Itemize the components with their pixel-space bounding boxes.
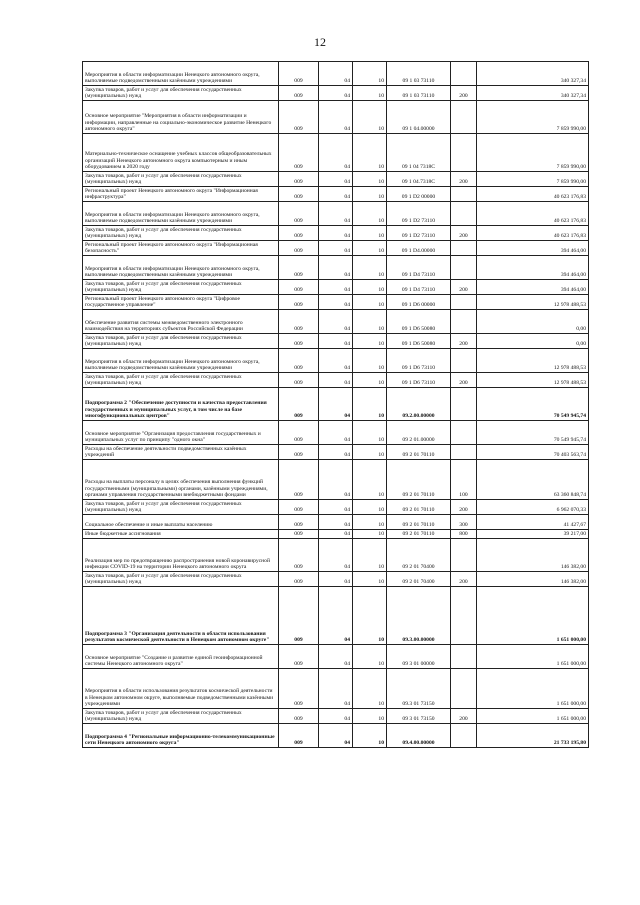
cell-admin-code: 009: [279, 226, 319, 241]
cell-amount: 70 549 945,74: [477, 388, 589, 421]
cell-description: Региональный проект Ненецкого автономного округа "Информационная безопасность": [83, 241, 279, 256]
cell-subsection: 10: [353, 202, 387, 226]
cell-expense-type: 200: [451, 500, 477, 515]
cell-amount: 1 651 000,00: [477, 669, 589, 709]
cell-subsection: 10: [353, 62, 387, 86]
cell-amount: 0,00: [477, 334, 589, 349]
cell-amount: 41 427,67: [477, 515, 589, 530]
cell-target-article: 09 3 01 00000: [387, 645, 451, 669]
table-row: [83, 256, 589, 280]
cell-target-article: 09 1 D6 73110: [387, 349, 451, 373]
cell-amount: 340 327,34: [477, 86, 589, 101]
cell-description: Закупка товаров, работ и услуг для обеспечения государственных (муниципальных) нужд: [83, 709, 279, 724]
cell-subsection: 10: [353, 334, 387, 349]
cell-subsection: 10: [353, 530, 387, 539]
cell-description: Основное мероприятие "Организация предоставления государственных и муниципальных услуг по принципу "одного окна": [83, 421, 279, 445]
cell-expense-type: [451, 256, 477, 280]
cell-subsection: 10: [353, 572, 387, 587]
cell-subsection: 10: [353, 256, 387, 280]
cell-amount: 7 859 990,00: [477, 101, 589, 134]
cell-target-article: 09 1 D2 73110: [387, 226, 451, 241]
cell-amount: 12 978 488,53: [477, 373, 589, 388]
cell-target-article: 09.4.00.00000: [387, 724, 451, 748]
cell-description: Региональный проект Ненецкого автономного округа "Информационная инфраструктура": [83, 187, 279, 202]
cell-description: Мероприятия в области информатизации Ненецкого автономного округа, выполняемые подведомственными казёнными учреждениями: [83, 62, 279, 86]
cell-description: Реализация мер по предотвращению распространения новой коронавирусной инфекции COVID-19 на территории Ненецкого автономного округа: [83, 539, 279, 572]
cell-section: 04: [319, 709, 353, 724]
cell-description: Расходы на выплаты персоналу в целях обеспечения выполнения функций государственными (муниципальными) органами, казёнными учреждениями, органами управления государственными внебюджетными фондами: [83, 460, 279, 500]
cell-target-article: 09 2 01.00000: [387, 421, 451, 445]
cell-admin-code: 009: [279, 349, 319, 373]
cell-section: 04: [319, 373, 353, 388]
cell-section: 04: [319, 530, 353, 539]
cell-section: 04: [319, 572, 353, 587]
cell-admin-code: 009: [279, 295, 319, 310]
cell-description: Закупка товаров, работ и услуг для обеспечения государственных (муниципальных) нужд: [83, 226, 279, 241]
cell-admin-code: 009: [279, 445, 319, 460]
table-row: [83, 172, 589, 187]
cell-section: 04: [319, 62, 353, 86]
cell-expense-type: [451, 134, 477, 172]
cell-amount: 394 464,00: [477, 241, 589, 256]
cell-subsection: 10: [353, 172, 387, 187]
cell-admin-code: 009: [279, 421, 319, 445]
table-row: [83, 241, 589, 256]
cell-amount: 394 464,00: [477, 256, 589, 280]
cell-description: Мероприятия в области информатизации Ненецкого автономного округа, выполняемые подведомственными казёнными учреждениями: [83, 256, 279, 280]
cell-subsection: 10: [353, 241, 387, 256]
cell-amount: 7 859 990,00: [477, 172, 589, 187]
cell-admin-code: 009: [279, 388, 319, 421]
cell-amount: 21 733 195,80: [477, 724, 589, 748]
cell-section: 04: [319, 539, 353, 572]
cell-admin-code: 009: [279, 202, 319, 226]
cell-admin-code: 009: [279, 515, 319, 530]
cell-admin-code: 009: [279, 172, 319, 187]
cell-expense-type: 200: [451, 572, 477, 587]
cell-target-article: 09.3 01 73150: [387, 669, 451, 709]
cell-description: Расходы на обеспечение деятельности подведомственных казённых учреждений: [83, 445, 279, 460]
cell-admin-code: 009: [279, 500, 319, 515]
cell-section: 04: [319, 500, 353, 515]
table-row: [83, 709, 589, 724]
table-row: [83, 572, 589, 587]
cell-expense-type: 200: [451, 334, 477, 349]
table-row: [83, 645, 589, 669]
cell-description: Закупка товаров, работ и услуг для обеспечения государственных (муниципальных) нужд: [83, 86, 279, 101]
cell-subsection: 10: [353, 445, 387, 460]
cell-amount: 70 549 945,74: [477, 421, 589, 445]
cell-expense-type: [451, 202, 477, 226]
cell-target-article: 09 1 D6 50080: [387, 310, 451, 334]
table-row: [83, 373, 589, 388]
cell-target-article: 09 2 01 70110: [387, 530, 451, 539]
cell-target-article: 09 3 01 73150: [387, 709, 451, 724]
cell-expense-type: [451, 724, 477, 748]
cell-subsection: 10: [353, 187, 387, 202]
cell-admin-code: 009: [279, 134, 319, 172]
table-row: [83, 101, 589, 134]
cell-admin-code: 009: [279, 539, 319, 572]
cell-section: 04: [319, 256, 353, 280]
cell-description: Мероприятия в области использования результатов космической деятельности в Ненецком автономном округе, выполняемые подведомственными казёнными учреждениями: [83, 669, 279, 709]
cell-description: Закупка товаров, работ и услуг для обеспечения государственных (муниципальных) нужд: [83, 572, 279, 587]
cell-target-article: 09 1 D4.00000: [387, 241, 451, 256]
table-row: [83, 421, 589, 445]
cell-admin-code: 009: [279, 310, 319, 334]
table-row: [83, 187, 589, 202]
cell-admin-code: 009: [279, 572, 319, 587]
cell-subsection: 10: [353, 295, 387, 310]
cell-target-article: 09 1 04 7318С: [387, 134, 451, 172]
cell-subsection: 10: [353, 709, 387, 724]
table-body: [83, 62, 589, 748]
table-row: [83, 724, 589, 748]
cell-section: 04: [319, 86, 353, 101]
cell-description: Иные бюджетные ассигнования: [83, 530, 279, 539]
cell-section: 04: [319, 460, 353, 500]
cell-expense-type: [451, 295, 477, 310]
cell-admin-code: 009: [279, 187, 319, 202]
cell-description: Мероприятия в области информатизации Ненецкого автономного округа, выполняемые подведомственными казёнными учреждениями: [83, 349, 279, 373]
cell-section: 04: [319, 172, 353, 187]
cell-target-article: 09 2 01 70110: [387, 460, 451, 500]
cell-section: 04: [319, 280, 353, 295]
cell-subsection: 10: [353, 134, 387, 172]
cell-description: Закупка товаров, работ и услуг для обеспечения государственных (муниципальных) нужд: [83, 334, 279, 349]
cell-target-article: 09 1 D4 73110: [387, 280, 451, 295]
table-row: [83, 86, 589, 101]
cell-expense-type: [451, 187, 477, 202]
cell-expense-type: [451, 388, 477, 421]
cell-target-article: 09 2 01 70110: [387, 500, 451, 515]
cell-section: 04: [319, 421, 353, 445]
cell-expense-type: 200: [451, 86, 477, 101]
table-row: [83, 280, 589, 295]
cell-subsection: 10: [353, 515, 387, 530]
cell-subsection: 10: [353, 645, 387, 669]
cell-target-article: 09 1 03 73110: [387, 86, 451, 101]
cell-description: Региональный проект Ненецкого автономного округа "Цифровое государственное управление": [83, 295, 279, 310]
cell-target-article: 09 1 04.00000: [387, 101, 451, 134]
cell-target-article: 09 1 D4 73110: [387, 256, 451, 280]
cell-subsection: 10: [353, 226, 387, 241]
cell-amount: 40 623 176,83: [477, 202, 589, 226]
cell-amount: 394 464,00: [477, 280, 589, 295]
cell-expense-type: [451, 587, 477, 645]
budget-table: [82, 61, 589, 748]
table-row: [83, 515, 589, 530]
cell-amount: 63 360 848,74: [477, 460, 589, 500]
cell-description: Закупка товаров, работ и услуг для обеспечения государственных (муниципальных) нужд: [83, 373, 279, 388]
table-row: [83, 202, 589, 226]
cell-expense-type: [451, 62, 477, 86]
cell-amount: 39 217,00: [477, 530, 589, 539]
table-row: [83, 500, 589, 515]
table-row: [83, 62, 589, 86]
cell-admin-code: 009: [279, 62, 319, 86]
cell-description: Основное мероприятие "Мероприятия в области информатизации и информации, направленные на социально-экономическое развитие Ненецкого автономного округа": [83, 101, 279, 134]
cell-subsection: 10: [353, 101, 387, 134]
cell-amount: 0,00: [477, 310, 589, 334]
cell-expense-type: [451, 101, 477, 134]
cell-admin-code: 009: [279, 669, 319, 709]
cell-amount: 146 382,00: [477, 539, 589, 572]
cell-target-article: 09.3.00.00000: [387, 587, 451, 645]
cell-admin-code: 009: [279, 241, 319, 256]
cell-section: 04: [319, 334, 353, 349]
cell-admin-code: 009: [279, 709, 319, 724]
cell-description: Обеспечение развития системы межведомственного электронного взаимодействия на территориях субъектов Российской Федерации: [83, 310, 279, 334]
table-row: [83, 539, 589, 572]
cell-target-article: 09 1 D6 50080: [387, 334, 451, 349]
cell-description: Социальное обеспечение и иные выплаты населению: [83, 515, 279, 530]
cell-section: 04: [319, 515, 353, 530]
table-row: [83, 530, 589, 539]
table-row: [83, 310, 589, 334]
cell-amount: 340 327,34: [477, 62, 589, 86]
cell-admin-code: 009: [279, 334, 319, 349]
cell-description: Подпрограмма 2 "Обеспечение доступности и качества предоставления государственных и муниципальных услуг, в том числе на базе многофункциональных центров": [83, 388, 279, 421]
cell-amount: 70 403 563,74: [477, 445, 589, 460]
cell-expense-type: [451, 669, 477, 709]
table-row: [83, 445, 589, 460]
cell-section: 04: [319, 226, 353, 241]
cell-section: 04: [319, 349, 353, 373]
cell-subsection: 10: [353, 388, 387, 421]
page-number: 12: [314, 35, 326, 49]
cell-admin-code: 009: [279, 101, 319, 134]
cell-expense-type: 200: [451, 280, 477, 295]
table-row: [83, 587, 589, 645]
cell-expense-type: [451, 241, 477, 256]
cell-expense-type: 200: [451, 172, 477, 187]
cell-target-article: 09 1 03 73110: [387, 62, 451, 86]
cell-amount: 12 978 488,53: [477, 295, 589, 310]
cell-expense-type: [451, 349, 477, 373]
cell-subsection: 10: [353, 724, 387, 748]
cell-expense-type: [451, 645, 477, 669]
cell-subsection: 10: [353, 500, 387, 515]
cell-section: 04: [319, 388, 353, 421]
cell-target-article: 09.2.00.00000: [387, 388, 451, 421]
cell-section: 04: [319, 187, 353, 202]
cell-target-article: 09 2 01 70110: [387, 445, 451, 460]
cell-target-article: 09 1 D2 00000: [387, 187, 451, 202]
table-row: [83, 388, 589, 421]
cell-section: 04: [319, 669, 353, 709]
cell-expense-type: 800: [451, 530, 477, 539]
cell-admin-code: 009: [279, 460, 319, 500]
cell-subsection: 10: [353, 280, 387, 295]
cell-admin-code: 009: [279, 280, 319, 295]
cell-section: 04: [319, 445, 353, 460]
cell-expense-type: 100: [451, 460, 477, 500]
cell-description: Подпрограмма 3 "Организация деятельности в области использования результатов космической деятельности в Ненецком автономном округе": [83, 587, 279, 645]
cell-expense-type: 300: [451, 515, 477, 530]
cell-subsection: 10: [353, 310, 387, 334]
cell-subsection: 10: [353, 460, 387, 500]
cell-amount: 1 651 000,00: [477, 709, 589, 724]
cell-target-article: 09 2 01 70400: [387, 539, 451, 572]
cell-subsection: 10: [353, 587, 387, 645]
cell-section: 04: [319, 724, 353, 748]
cell-amount: 7 859 990,00: [477, 134, 589, 172]
cell-admin-code: 009: [279, 530, 319, 539]
cell-target-article: 09 1 D6 00000: [387, 295, 451, 310]
cell-subsection: 10: [353, 86, 387, 101]
cell-target-article: 09 2 01 70110: [387, 515, 451, 530]
cell-section: 04: [319, 310, 353, 334]
table-row: [83, 669, 589, 709]
cell-amount: 12 978 488,53: [477, 349, 589, 373]
cell-admin-code: 009: [279, 724, 319, 748]
table-row: [83, 349, 589, 373]
cell-section: 04: [319, 202, 353, 226]
cell-amount: 1 651 000,00: [477, 587, 589, 645]
cell-subsection: 10: [353, 539, 387, 572]
cell-description: Закупка товаров, работ и услуг для обеспечения государственных (муниципальных) нужд: [83, 280, 279, 295]
cell-section: 04: [319, 645, 353, 669]
cell-admin-code: 009: [279, 373, 319, 388]
cell-target-article: 09 1 D2 73110: [387, 202, 451, 226]
table-row: [83, 460, 589, 500]
cell-subsection: 10: [353, 373, 387, 388]
cell-admin-code: 009: [279, 256, 319, 280]
cell-section: 04: [319, 587, 353, 645]
cell-subsection: 10: [353, 669, 387, 709]
cell-description: Подпрограмма 4 "Региональные информационно-телекоммуникационные сети Ненецкого автономного округа": [83, 724, 279, 748]
cell-expense-type: [451, 539, 477, 572]
table-row: [83, 295, 589, 310]
cell-subsection: 10: [353, 349, 387, 373]
cell-expense-type: 200: [451, 709, 477, 724]
cell-admin-code: 009: [279, 645, 319, 669]
cell-description: Основное мероприятие "Создание и развитие единой геоинформационной системы Ненецкого автономного округа": [83, 645, 279, 669]
table-row: [83, 334, 589, 349]
cell-subsection: 10: [353, 421, 387, 445]
cell-admin-code: 009: [279, 587, 319, 645]
cell-expense-type: [451, 445, 477, 460]
cell-target-article: 09 1 D6 73110: [387, 373, 451, 388]
cell-section: 04: [319, 134, 353, 172]
cell-section: 04: [319, 241, 353, 256]
cell-amount: 40 623 176,83: [477, 187, 589, 202]
cell-expense-type: [451, 310, 477, 334]
cell-description: Материально-техническое оснащение учебных классов общеобразовательных организаций Ненецкого автономного округа компьютерным и иным оборудованием в 2020 году: [83, 134, 279, 172]
cell-amount: 1 651 000,00: [477, 645, 589, 669]
cell-section: 04: [319, 295, 353, 310]
cell-expense-type: 200: [451, 373, 477, 388]
table-row: [83, 226, 589, 241]
table-row: [83, 134, 589, 172]
cell-expense-type: [451, 421, 477, 445]
cell-amount: 40 623 176,83: [477, 226, 589, 241]
cell-section: 04: [319, 101, 353, 134]
cell-target-article: 09 1 04.7318С: [387, 172, 451, 187]
cell-expense-type: 200: [451, 226, 477, 241]
cell-amount: 6 962 070,33: [477, 500, 589, 515]
cell-admin-code: 009: [279, 86, 319, 101]
cell-description: Закупка товаров, работ и услуг для обеспечения государственных (муниципальных) нужд: [83, 500, 279, 515]
cell-description: Закупка товаров, работ и услуг для обеспечения государственных (муниципальных) нужд: [83, 172, 279, 187]
cell-description: Мероприятия в области информатизации Ненецкого автономного округа, выполняемые подведомственными казёнными учреждениями: [83, 202, 279, 226]
cell-target-article: 09 2 01 70400: [387, 572, 451, 587]
cell-amount: 146 382,00: [477, 572, 589, 587]
